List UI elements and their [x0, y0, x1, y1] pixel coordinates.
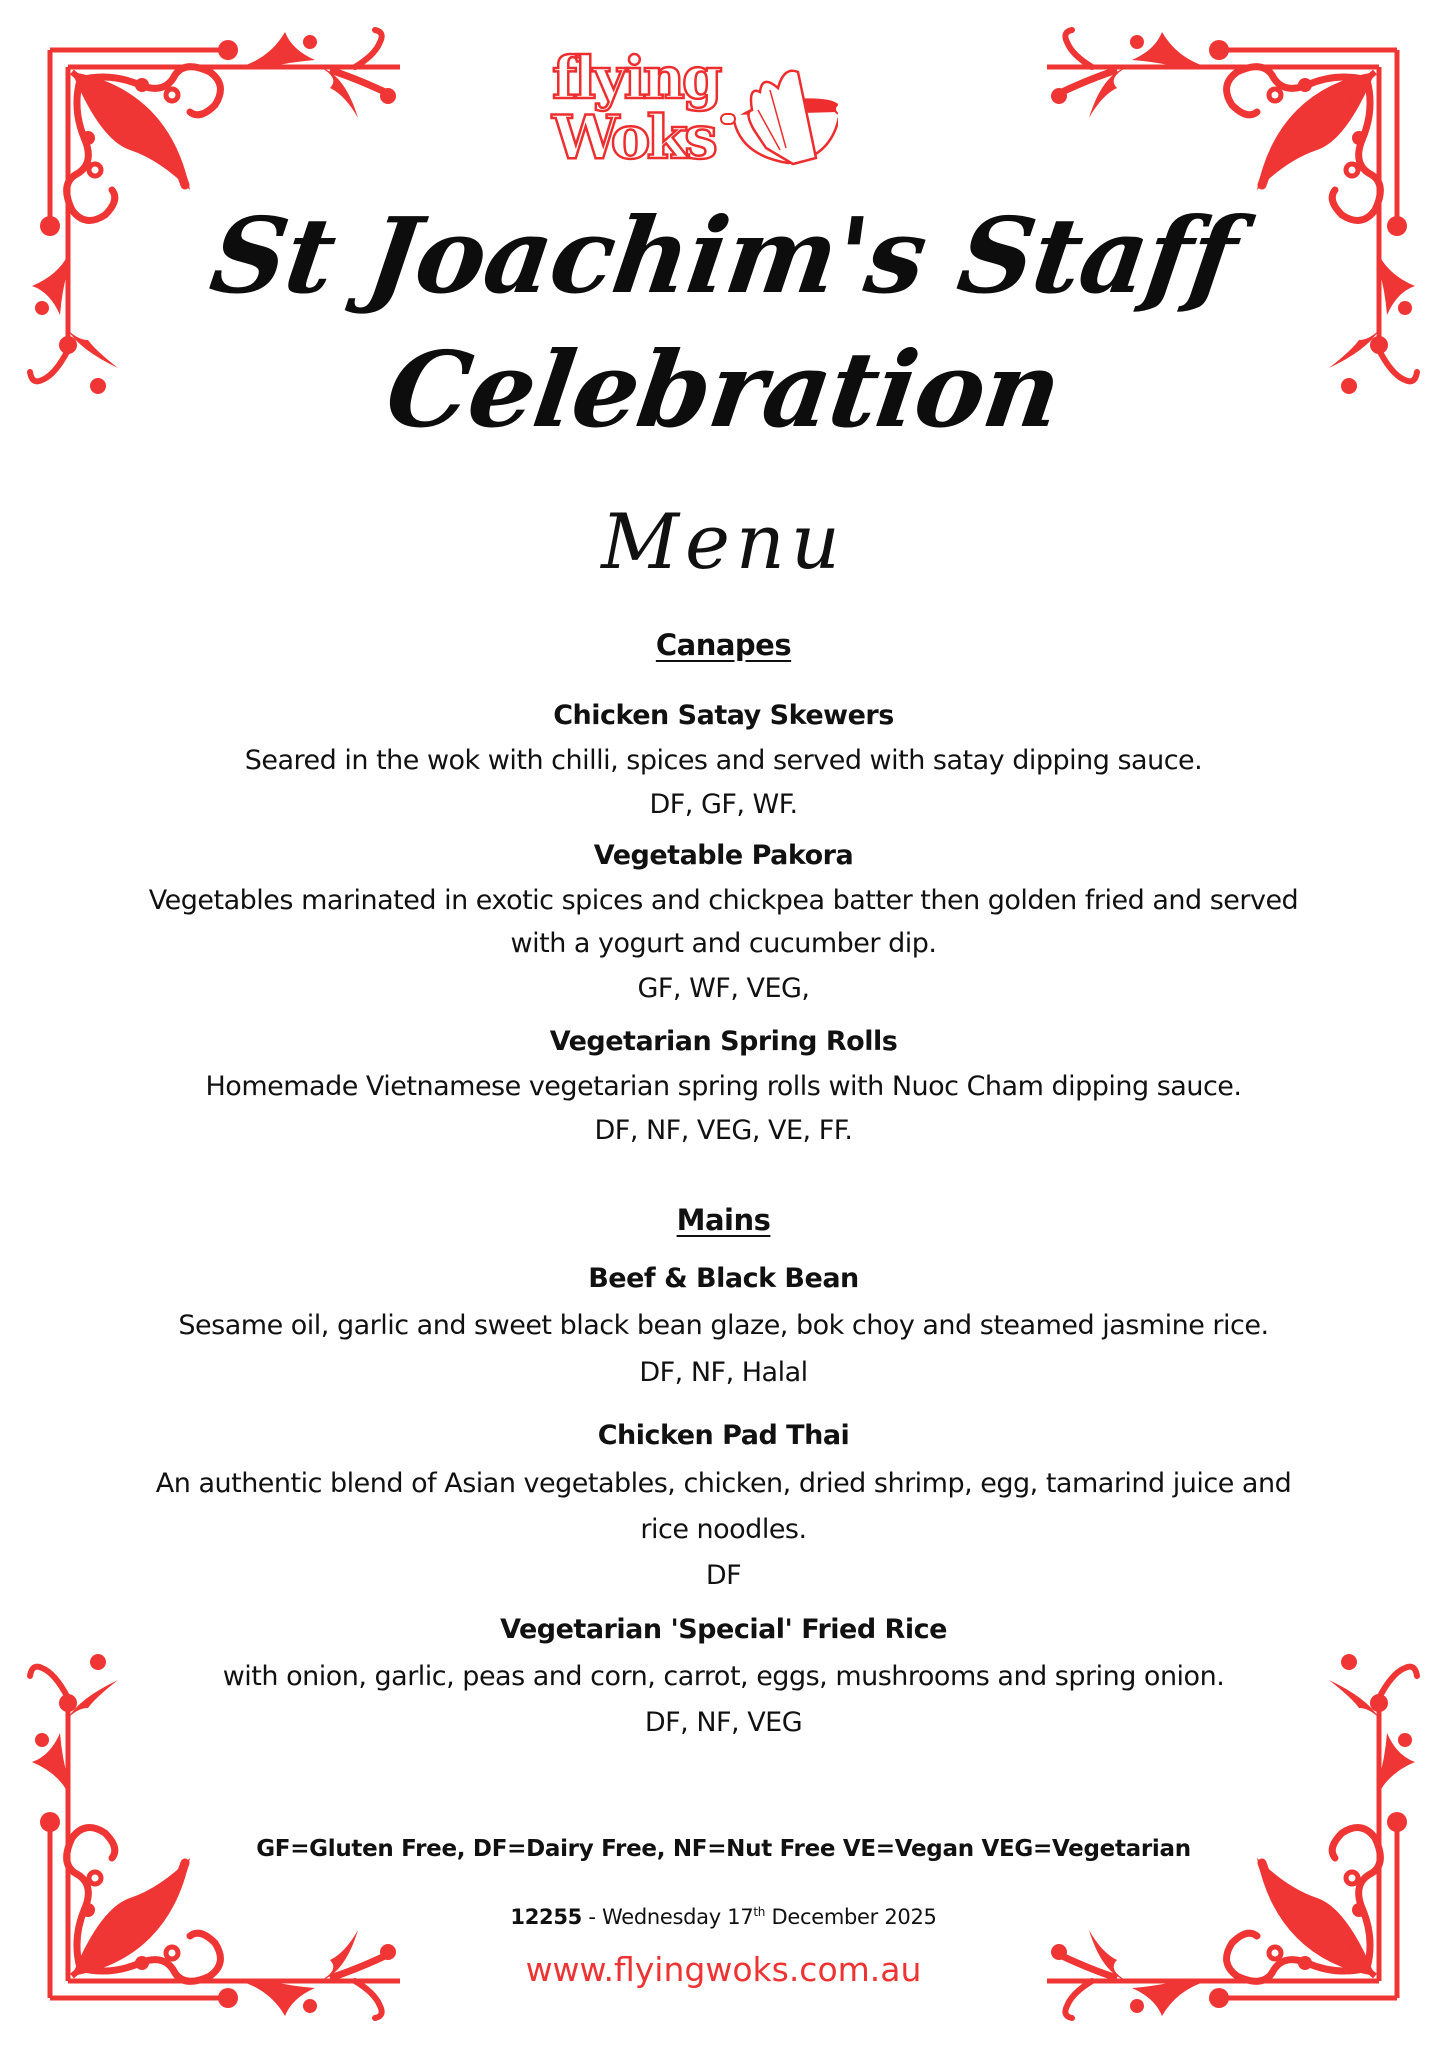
- item-description: with a yogurt and cucumber dip.: [510, 928, 937, 959]
- event-date-rest: December 2025: [765, 1905, 937, 1929]
- winged-wok-icon: [721, 71, 838, 164]
- event-date: - Wednesday 17: [581, 1905, 754, 1929]
- item-name: Vegetarian Spring Rolls: [549, 1026, 898, 1057]
- item-description: rice noodles.: [640, 1514, 807, 1545]
- item-dietary-tags: DF, GF, WF.: [649, 789, 798, 820]
- item-dietary-tags: DF, NF, VEG: [644, 1707, 803, 1738]
- item-description: Homemade Vietnamese vegetarian spring rolls with Nuoc Cham dipping sauce.: [205, 1071, 1242, 1102]
- item-dietary-tags: DF: [705, 1560, 742, 1591]
- item-name: Vegetable Pakora: [593, 840, 854, 871]
- logo-text-flying: flying: [552, 44, 720, 112]
- item-description: with onion, garlic, peas and corn, carrot, eggs, mushrooms and spring onion.: [222, 1661, 1225, 1692]
- item-description: Seared in the wok with chilli, spices and served with satay dipping sauce.: [244, 745, 1203, 776]
- item-dietary-tags: DF, NF, Halal: [639, 1357, 808, 1388]
- section-heading-canapes: Canapes: [655, 628, 792, 662]
- item-description: Vegetables marinated in exotic spices and chickpea batter then golden fried and served: [148, 885, 1299, 916]
- item-dietary-tags: GF, WF, VEG,: [637, 973, 810, 1004]
- order-number: 12255: [510, 1905, 582, 1929]
- item-name: Vegetarian 'Special' Fried Rice: [500, 1614, 947, 1645]
- flying-woks-logo: [548, 30, 838, 170]
- order-date-line: [0, 1905, 1447, 1929]
- item-description: An authentic blend of Asian vegetables, chicken, dried shrimp, egg, tamarind juice and: [155, 1468, 1292, 1499]
- event-title-line2: Celebration: [379, 328, 1068, 451]
- date-ordinal: th: [753, 1905, 766, 1919]
- dietary-legend: GF=Gluten Free, DF=Dairy Free, NF=Nut Free VE=Vegan VEG=Vegetarian: [256, 1836, 1191, 1862]
- item-name: Chicken Pad Thai: [597, 1420, 850, 1451]
- item-name: Chicken Satay Skewers: [553, 700, 894, 731]
- section-heading-mains: Mains: [676, 1203, 771, 1237]
- website-link[interactable]: www.flyingwoks.com.au: [525, 1950, 922, 1989]
- menu-subtitle: Menu: [601, 497, 846, 586]
- item-description: Sesame oil, garlic and sweet black bean glaze, bok choy and steamed jasmine rice.: [178, 1310, 1269, 1341]
- logo-text-woks: Woks: [552, 103, 714, 170]
- event-title-line1: St Joachim's Staff: [203, 194, 1244, 317]
- item-dietary-tags: DF, NF, VEG, VE, FF.: [594, 1115, 853, 1146]
- item-name: Beef & Black Bean: [588, 1263, 859, 1294]
